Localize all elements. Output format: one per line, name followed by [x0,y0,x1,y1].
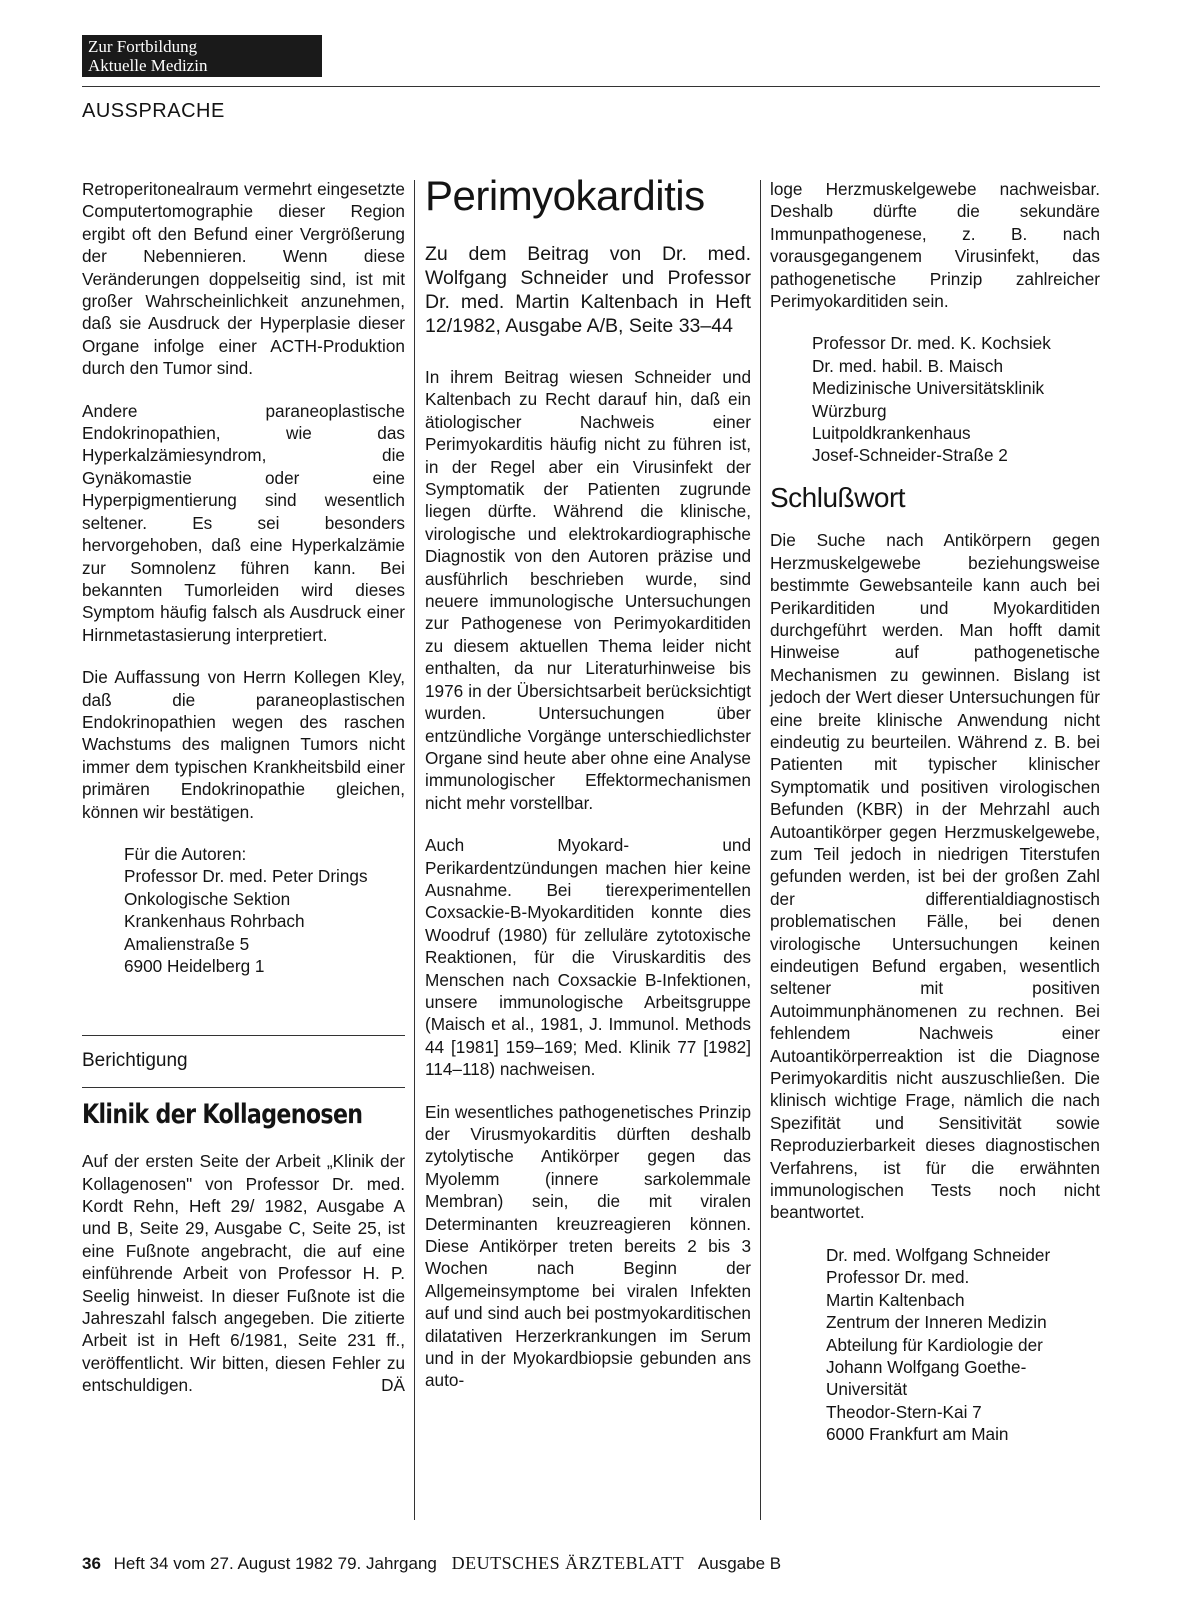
signature-line: Dr. med. habil. B. Maisch [812,355,1004,376]
signature-line: Für die Autoren: [124,843,247,864]
col1-paragraph-1: Retroperitonealraum vermehrt eingesetzte Computertomographie dieser Region ergibt oft den Befund einer Vergrößerung der Nebennieren. Wenn diese Veränderungen doppelseitig sind, ist mit großer Wahrscheinlichkeit anzunehmen, daß sie Ausdruck der Hyperplasie dieser Organe infolge einer ACTH-Produktion durch den Tumor sind. [82,179,405,379]
klinik-title: Klinik der Kollagenosen [82,1098,363,1130]
signature-line: Krankenhaus Rohrbach [124,911,305,932]
signature-line: Onkologische Sektion [124,888,291,909]
signature-line: Universität [826,1379,908,1400]
page-number: 36 [82,1554,101,1573]
signature-line: Professor Dr. med. [826,1267,970,1288]
signature-line: Zentrum der Inneren Medizin [826,1312,1047,1333]
perimyokarditis-subtitle: Zu dem Beitrag von Dr. med. Wolfgang Schneider und Professor Dr. med. Martin Kaltenbach in Heft 12/1982, Ausgabe A/B, Seite 33–44 [425,243,751,337]
page-footer [82,1553,781,1574]
signature-line: 6000 Frankfurt am Main [826,1424,1009,1445]
signature-line: Josef-Schneider-Straße 2 [812,445,1008,466]
header-line-1: Zur Fortbildung [88,37,198,56]
col3-paragraph-2: Die Suche nach Antikörpern gegen Herzmuskelgewebe beziehungsweise bestimmte Gewebsanteile kann auch bei Perikarditiden und Myokarditiden durchgeführt werden. Man hofft damit Hinweise auf pathogenetische Mechanismen zu gewinnen. Bislang ist jedoch der Wert dieser Untersuchungen für eine breite klinische Anwendung nicht eindeutig zu beurteilen. Während z. B. bei Patienten mit typischer klinischer Symptomatik und positiven virologischen Befunden (KBR) in der Mehrzahl auch Autoantikörper gegen Herzmuskelgewebe, zum Teil jedoch in niedrigen Titerstufen gefunden werden, ist bei der großen Zahl der differentialdiagnostisch problematischen Fälle, bei denen virologische Untersuchungen keinen eindeutigen Befund ergaben, wesentlich seltener mit positiven Autoimmunphänomenen zu rechnen. Bei fehlendem Nachweis einer Autoantikörperreaktion ist die Diagnose Perimyokarditis nicht auszuschließen. Die klinisch wichtige Frage, nämlich die nach Spezifität und Sensitivität sowie Reproduzierbarkeit dieses diagnostischen Verfahrens, ist für die erwähnten immunologischen Tests noch nicht beantwortet. [770,530,1100,1223]
journal-name: DEUTSCHES ÄRZTEBLATT [451,1553,685,1573]
section-label: AUSSPRACHE [82,100,225,122]
signature-line: Amalienstraße 5 [124,933,250,954]
column-divider-1 [414,180,415,1520]
issue-info: Heft 34 vom 27. August 1982 79. Jahrgang [113,1554,437,1573]
signature-line: Medizinische Universitätsklinik [812,378,1045,399]
berichtigung-top-rule [82,1035,405,1036]
signature-line: Johann Wolfgang Goethe- [826,1356,1027,1377]
signature-line: Professor Dr. med. Peter Drings [124,866,368,887]
schlusswort-title: Schlußwort [770,481,906,513]
klinik-sign: DÄ [381,1375,405,1396]
col2-paragraph-1: In ihrem Beitrag wiesen Schneider und Kaltenbach zu Recht darauf hin, daß ein ätiologischer Nachweis einer Perimyokarditis häufig nicht zu führen ist, in der Regel aber ein Virusinfekt der Symptomatik der Patienten zugrunde liegen dürfte. Während die klinische, virologische und elektrokardiographische Diagnostik von den Autoren präzise und ausführlich beschrieben wurde, sind neuere immunologische Untersuchungen zur Pathogenese von Perimyokarditiden zu diesem aktuellen Thema leider nicht enthalten, da nur Literaturhinweise bis 1976 in der Übersichtsarbeit berücksichtigt wurden. Untersuchungen über entzündliche Vorgänge unterschiedlichster Organe sind heute aber ohne eine Analyse immunologischer Effektormechanismen nicht mehr vorstellbar. [425,367,751,813]
col1-signature [124,843,405,977]
signature-line: Theodor-Stern-Kai 7 [826,1401,982,1422]
signature-line: Dr. med. Wolfgang Schneider [826,1244,1051,1265]
col1-paragraph-2: Andere paraneoplastische Endokrinopathien, wie das Hyperkalzämiesyndrom, die Gynäkomastie oder eine Hyperpigmentierung sind wesentlich seltener. Es sei besonders hervorgehoben, daß eine Hyperkalzämie zur Somnolenz führen kann. Bei bekannten Tumorleiden wird dieses Symptom häufig falsch als Ausdruck einer Hirnmetastasierung interpretiert. [82,400,405,645]
signature-line: Martin Kaltenbach [826,1289,965,1310]
header-line-2: Aktuelle Medizin [88,56,208,75]
column-3 [770,178,1100,1466]
column-1 [82,178,405,1417]
col1-paragraph-3: Die Auffassung von Herrn Kollegen Kley, daß die paraneoplastischen Endokrinopathien wegen des raschen Wachstums des malignen Tumors nicht immer dem typischen Krankheitsbild einer primären Endokrinopathie gleichen, können wir bestätigen. [82,667,405,822]
col3-paragraph-1: loge Herzmuskelgewebe nachweisbar. Deshalb dürfte die sekundäre Immunpathogenese, z. B. nach vorausgegangenem Virusinfekt, das pathogenetische Prinzip zahlreicher Perimyokarditiden sein. [770,179,1100,312]
signature-line: Professor Dr. med. K. Kochsiek [812,333,1051,354]
signature-line: Würzburg [812,400,887,421]
col2-paragraph-2: Auch Myokard- und Perikardentzündungen machen hier keine Ausnahme. Bei tierexperimentellen Coxsackie-B-Myokarditiden konnte dies Woodruf (1980) für zelluläre zytotoxische Reaktionen, für die Viruskarditis des Menschen nach Coxsackie B-Infektionen, unsere immunologische Arbeitsgruppe (Maisch et al., 1981, J. Immunol. Methods 44 [1981] 159–169; Med. Klinik 77 [1982] 114–118) nachweisen. [425,835,751,1080]
klinik-text: Auf der ersten Seite der Arbeit „Klinik der Kollagenosen" von Professor Dr. med. Kordt Rehn, Heft 29/ 1982, Ausgabe A und B, Seite 29, Ausgabe C, Seite 25, ist eine Fußnote angebracht, die auf eine einführende Arbeit von Professor H. P. Seelig hinweist. In dieser Fußnote ist die Jahreszahl falsch angegeben. Die zitierte Arbeit ist in Heft 6/1981, Seite 231 ff., veröffentlicht. Wir bitten, diesen Fehler zu entschuldigen. [82,1151,405,1396]
edition-info: Ausgabe B [697,1554,782,1573]
signature-line: Abteilung für Kardiologie der [826,1334,1043,1355]
section-header-box [82,35,322,77]
col2-paragraph-3: Ein wesentliches pathogenetisches Prinzip der Virusmyokarditis dürften deshalb zytolytische Antikörper gegen das Myolemm (innere sarkolemmale Membran) sein, die mit viralen Determinanten kreuzreagieren können. Diese Antikörper treten bereits 2 bis 3 Wochen nach Beginn der Allgemeinsymptome bei viralen Infekten auf und sind auch bei postmyokarditischen dilatativen Herzerkrankungen im Serum und in der Myokardbiopsie gebunden ans auto- [425,1101,751,1391]
signature-line: 6900 Heidelberg 1 [124,956,265,976]
signature-line: Luitpoldkrankenhaus [812,423,971,444]
perimyokarditis-title: Perimyokarditis [425,172,705,219]
berichtigung-heading: Berichtigung [82,1050,188,1072]
berichtigung-bottom-rule [82,1087,405,1088]
column-divider-2 [760,180,761,1520]
col3-signature-1 [812,332,1100,466]
column-2 [425,172,751,1412]
col3-signature-2 [826,1244,1100,1446]
header-rule [82,86,1100,87]
klinik-paragraph [82,1150,405,1396]
